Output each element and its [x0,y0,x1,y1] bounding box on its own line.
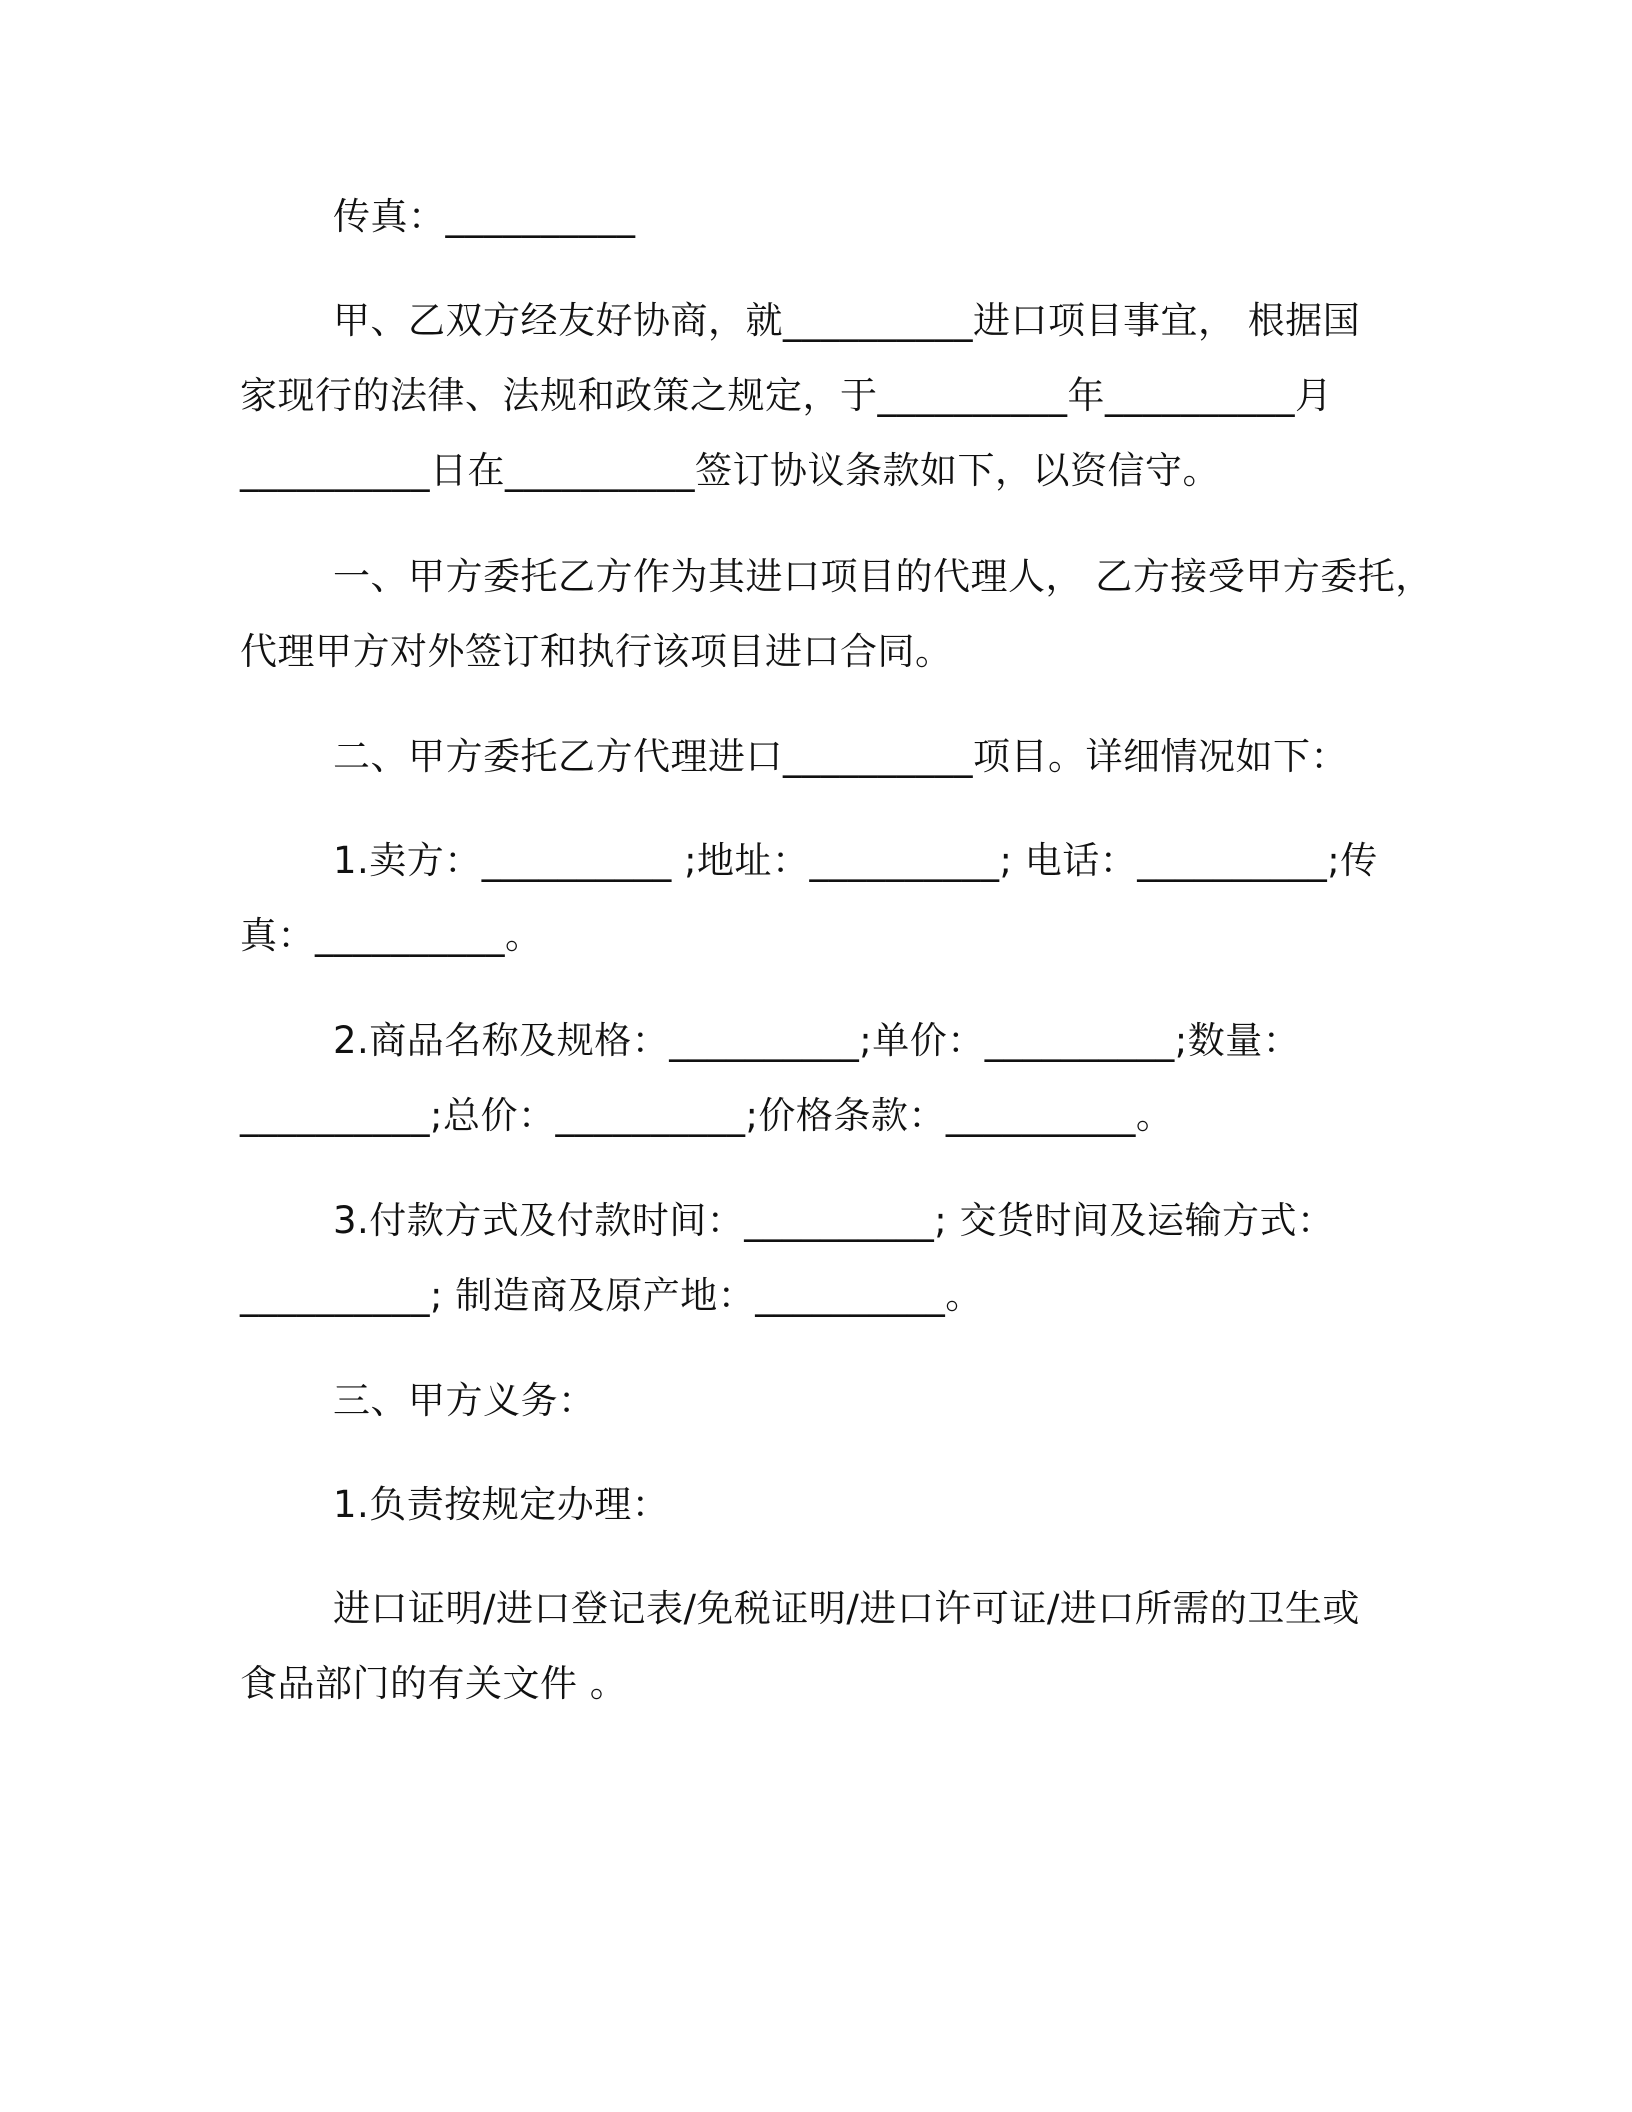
seller-line-1: 1.卖方：__________ ;地址：__________; 电话：__________;传 [333,839,1378,882]
intro-paragraph-line-3: __________日在__________签订协议条款如下，以资信守。 [240,449,1220,492]
clause-three-heading: 三、甲方义务： [333,1379,596,1422]
documents-line-2: 食品部门的有关文件 。 [240,1662,628,1705]
obligation-item-1: 1.负责按规定办理： [333,1483,670,1526]
intro-paragraph-line-2: 家现行的法律、法规和政策之规定，于__________年__________月 [240,374,1333,417]
payment-line-1: 3.付款方式及付款时间：__________; 交货时间及运输方式： [333,1199,1335,1242]
fax-line: 传真：__________ [333,195,636,238]
seller-line-2: 真：__________。 [240,914,543,957]
intro-paragraph-line-1: 甲、乙双方经友好协商，就__________进口项目事宜， 根据国 [333,299,1361,342]
documents-line-1: 进口证明/进口登记表/免税证明/进口许可证/进口所需的卫生或 [333,1587,1360,1630]
goods-line-2: __________;总价：__________;价格条款：__________。 [240,1094,1174,1137]
goods-line-1: 2.商品名称及规格：__________;单价：__________;数量： [333,1019,1301,1062]
clause-one-line-1: 一、甲方委托乙方作为其进口项目的代理人， 乙方接受甲方委托， [333,555,1433,598]
clause-two-heading: 二、甲方委托乙方代理进口__________项目。详细情况如下： [333,735,1348,778]
payment-line-2: __________; 制造商及原产地：__________。 [240,1274,983,1317]
clause-one-line-2: 代理甲方对外签订和执行该项目进口合同。 [240,630,953,673]
